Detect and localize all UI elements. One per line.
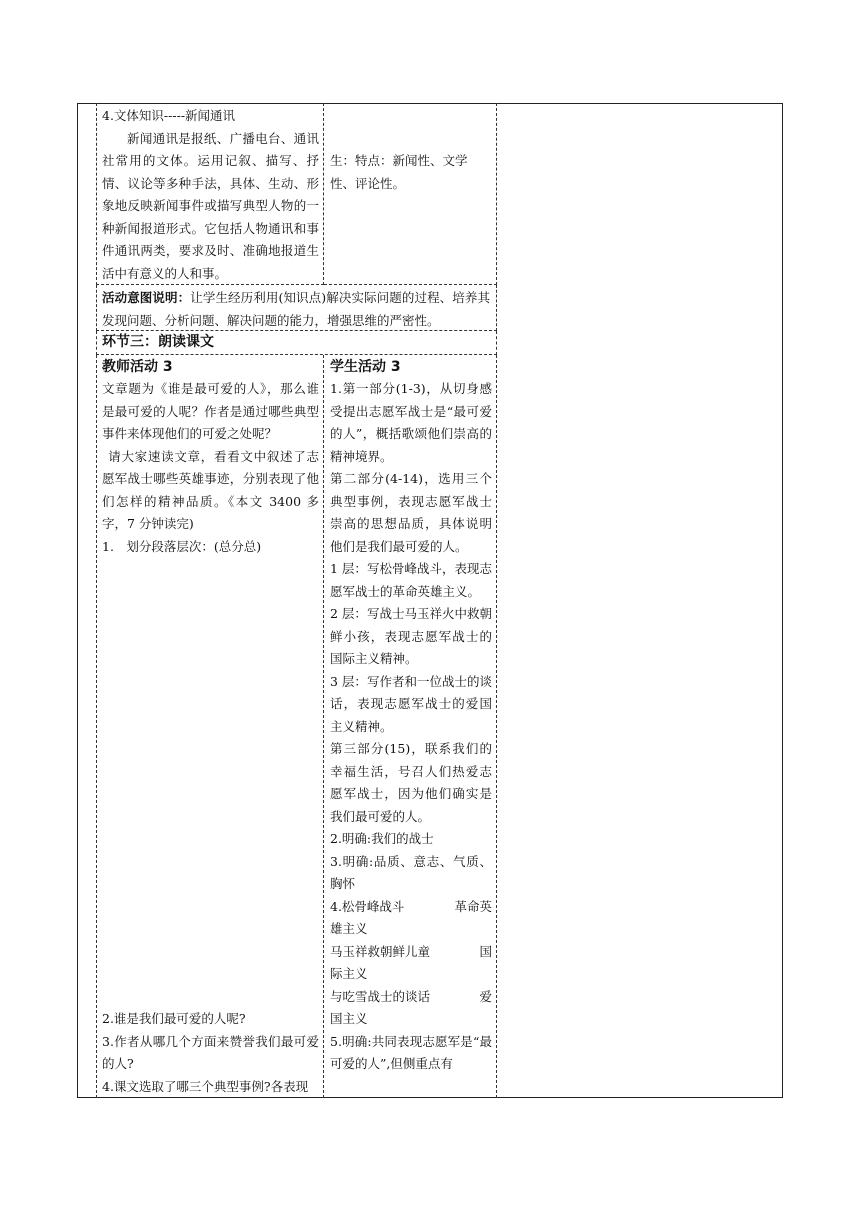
teacher-q2: 2.谁是我们最可爱的人呢? bbox=[102, 1011, 246, 1026]
knowledge-student-body: 生：特点：新闻性、文学性、评论性。 bbox=[330, 153, 468, 191]
student-a4-line3 bbox=[330, 941, 492, 964]
stage3-title: 环节三：朗读课文 bbox=[102, 334, 214, 350]
activity-intent-cell bbox=[96, 285, 497, 331]
student-a4-line5 bbox=[330, 986, 492, 1009]
teacher-q3: 3.作者从哪几个方面来赞誉我们最可爱的人? bbox=[102, 1033, 319, 1071]
knowledge-heading: 4.文体知识-----新闻通讯 bbox=[102, 108, 236, 123]
student-knowledge-cell bbox=[324, 103, 497, 285]
student-a4-event1: 4.松骨峰战斗 bbox=[330, 898, 405, 914]
student-part3: 第三部分(15)，联系我们的幸福生活，号召人们热爱志愿军战士，因为他们确实是我们最可爱的人。 bbox=[330, 741, 492, 824]
teacher-reading: 请大家速读文章，看看文中叙述了志愿军战士哪些英雄事迹，分别表现了他们怎样的精神品质。《本文 3400 多字，7 分钟读完) bbox=[102, 448, 319, 531]
activity-intent-label: 活动意图说明： bbox=[102, 290, 191, 305]
student-activity-title: 学生活动 3 bbox=[330, 359, 401, 375]
activity-intent-text: 让学生经历利用(知识点)解决实际问题的过程、培养其发现问题、分析问题、解决问题的能力，增强思维的严密性。 bbox=[102, 290, 490, 328]
student-a5: 5.明确:共同表现志愿军是“最可爱的人”,但侧重点有 bbox=[330, 1033, 492, 1071]
student-a4-spirit1: 革命英 bbox=[454, 898, 492, 914]
student-a4-line2: 雄主义 bbox=[330, 921, 368, 936]
student-a2: 2.明确:我们的战士 bbox=[330, 831, 434, 846]
teacher-q4: 4.课文选取了哪三个典型事例?各表现 bbox=[102, 1078, 309, 1094]
student-a4-spirit2: 国 bbox=[479, 943, 492, 959]
student-layer1: 1 层：写松骨峰战斗，表现志愿军战士的革命英雄主义。 bbox=[330, 561, 492, 599]
teacher-q1: 1. 划分段落层次：(总分总) bbox=[102, 538, 262, 554]
knowledge-body: 新闻通讯是报纸、广播电台、通讯社常用的文体。运用记叙、描写、抒情、议论等多种手法，具体、生动、形象地反映新闻事件或描写典型人物的一种新闻报道形式。它包括人物通讯和事件通讯两类，要求及时、准确地报道生活中有意义的人和事。 bbox=[102, 130, 319, 281]
student-layer3: 3 层：写作者和一位战士的谈话，表现志愿军战士的爱国主义精神。 bbox=[330, 673, 492, 734]
stage3-cell bbox=[96, 331, 497, 355]
teacher-activity-title: 教师活动 3 bbox=[102, 359, 173, 375]
teacher-activity-cell bbox=[96, 355, 324, 1098]
teacher-knowledge-cell bbox=[96, 103, 324, 285]
student-activity-cell bbox=[324, 355, 497, 1098]
student-part1: 1.第一部分(1-3)，从切身感受提出志愿军战士是“最可爱的人”，概括歌颂他们崇高的精神境界。 bbox=[330, 381, 492, 464]
student-a3: 3.明确:品质、意志、气质、胸怀 bbox=[330, 853, 492, 891]
student-a4-event3: 与吃雪战士的谈话 bbox=[330, 988, 431, 1004]
student-a4-line1 bbox=[330, 896, 492, 919]
student-a4-line6: 国主义 bbox=[330, 1011, 368, 1026]
student-a4-event2: 马玉祥救朝鲜儿童 bbox=[330, 943, 431, 959]
teacher-intro: 文章题为《谁是最可爱的人》，那么谁是最可爱的人呢？作者是通过哪些典型事件来体现他们的可爱之处呢？ bbox=[102, 381, 319, 441]
student-layer2: 2 层：写战士马玉祥火中救朝鲜小孩，表现志愿军战士的国际主义精神。 bbox=[330, 606, 492, 666]
student-a4-line4: 际主义 bbox=[330, 966, 368, 981]
student-a4-spirit3: 爱 bbox=[479, 988, 492, 1004]
student-part2: 第二部分(4-14)，选用三个典型事例，表现志愿军战士崇高的思想品质，具体说明他们是我们最可爱的人。 bbox=[330, 471, 492, 554]
